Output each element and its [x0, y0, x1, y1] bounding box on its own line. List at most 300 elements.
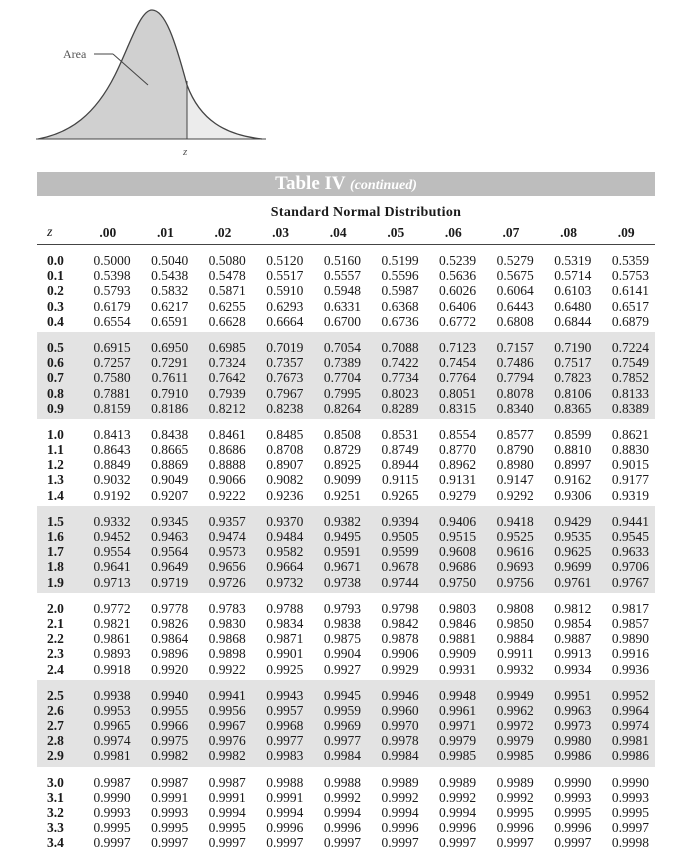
table-row [37, 544, 655, 559]
probability-cell: 0.9616 [496, 544, 534, 560]
probability-cell: 0.9772 [93, 600, 131, 616]
probability-cell: 0.9988 [323, 774, 361, 790]
table-row [37, 559, 655, 574]
probability-cell: 0.8485 [266, 426, 304, 442]
probability-cell: 0.7580 [93, 370, 131, 386]
probability-cell: 0.7794 [496, 370, 534, 386]
row-group [37, 245, 655, 332]
probability-cell: 0.9940 [151, 687, 189, 703]
probability-cell: 0.9997 [554, 835, 592, 851]
table-row [37, 457, 655, 472]
probability-cell: 0.9793 [323, 600, 361, 616]
standard-normal-table [37, 196, 655, 854]
probability-cell: 0.8340 [496, 400, 534, 416]
table-subtitle: Standard Normal Distribution [270, 205, 462, 220]
row-group [37, 767, 655, 854]
probability-cell: 0.9992 [323, 789, 361, 805]
probability-cell: 0.8621 [611, 426, 649, 442]
probability-cell: 0.8749 [381, 442, 419, 458]
probability-cell: 0.9693 [496, 559, 534, 575]
probability-cell: 0.9987 [151, 774, 189, 790]
probability-cell: 0.9963 [554, 702, 592, 718]
probability-cell: 0.5120 [266, 253, 304, 268]
probability-cell: 0.9959 [323, 702, 361, 718]
probability-cell: 0.9066 [208, 472, 246, 488]
probability-cell: 0.9554 [93, 544, 131, 560]
probability-cell: 0.5080 [208, 253, 246, 268]
probability-cell: 0.9817 [611, 600, 649, 616]
probability-cell: 0.5398 [93, 268, 131, 284]
probability-cell: 0.9406 [439, 513, 477, 529]
probability-cell: 0.9633 [611, 544, 649, 560]
probability-cell: 0.9971 [439, 718, 477, 734]
probability-cell: 0.9998 [611, 835, 649, 851]
probability-cell: 0.8790 [496, 442, 534, 458]
probability-cell: 0.9292 [496, 487, 534, 503]
column-header: .01 [156, 225, 174, 240]
probability-cell: 0.6406 [439, 298, 477, 314]
probability-cell: 0.9798 [381, 600, 419, 616]
probability-cell: 0.9997 [496, 835, 534, 851]
probability-cell: 0.6772 [439, 313, 477, 329]
probability-cell: 0.9893 [93, 646, 131, 662]
probability-cell: 0.9861 [93, 631, 131, 647]
z-value: 3.3 [47, 820, 64, 836]
table-row [37, 401, 655, 416]
probability-cell: 0.6026 [439, 283, 477, 299]
z-value: 2.0 [47, 600, 64, 616]
z-value: 0.0 [47, 253, 64, 268]
probability-cell: 0.9656 [208, 559, 246, 575]
table-row [37, 340, 655, 355]
probability-cell: 0.9719 [151, 574, 189, 590]
probability-cell: 0.9913 [554, 646, 592, 662]
probability-cell: 0.9599 [381, 544, 419, 560]
probability-cell: 0.9418 [496, 513, 534, 529]
probability-cell: 0.8643 [93, 442, 131, 458]
probability-cell: 0.9991 [208, 789, 246, 805]
probability-cell: 0.9564 [151, 544, 189, 560]
probability-cell: 0.9898 [208, 646, 246, 662]
z-value: 0.2 [47, 283, 64, 299]
probability-cell: 0.7157 [496, 339, 534, 355]
probability-cell: 0.9991 [266, 789, 304, 805]
z-value: 0.7 [47, 370, 64, 386]
probability-cell: 0.8686 [208, 442, 246, 458]
probability-cell: 0.8264 [323, 400, 361, 416]
probability-cell: 0.8413 [93, 426, 131, 442]
probability-cell: 0.8849 [93, 457, 131, 473]
probability-cell: 0.6879 [611, 313, 649, 329]
probability-cell: 0.6064 [496, 283, 534, 299]
probability-cell: 0.9997 [381, 835, 419, 851]
probability-cell: 0.9495 [323, 529, 361, 544]
table-row [37, 748, 655, 763]
table-row [37, 835, 655, 850]
probability-cell: 0.8365 [554, 400, 592, 416]
probability-cell: 0.9989 [496, 774, 534, 790]
probability-cell: 0.8238 [266, 400, 304, 416]
probability-cell: 0.9441 [611, 513, 649, 529]
probability-cell: 0.9131 [439, 472, 477, 488]
probability-cell: 0.9951 [554, 687, 592, 703]
z-value: 0.3 [47, 298, 64, 314]
probability-cell: 0.9996 [439, 820, 477, 836]
z-value: 1.4 [47, 487, 64, 503]
probability-cell: 0.9846 [439, 615, 477, 631]
probability-cell: 0.9505 [381, 529, 419, 544]
tail-area [187, 85, 262, 139]
probability-cell: 0.9994 [439, 805, 477, 820]
probability-cell: 0.6915 [93, 339, 131, 355]
probability-cell: 0.9890 [611, 631, 649, 647]
probability-cell: 0.8159 [93, 400, 131, 416]
probability-cell: 0.9943 [266, 687, 304, 703]
z-value: 2.4 [47, 661, 64, 677]
probability-cell: 0.9545 [611, 529, 649, 544]
probability-cell: 0.9756 [496, 574, 534, 590]
probability-cell: 0.9979 [439, 733, 477, 749]
probability-cell: 0.6331 [323, 298, 361, 314]
table-row [37, 386, 655, 401]
probability-cell: 0.9582 [266, 544, 304, 560]
probability-cell: 0.9996 [381, 820, 419, 836]
column-header: .04 [329, 225, 347, 240]
probability-cell: 0.7389 [323, 355, 361, 371]
probability-cell: 0.6443 [496, 298, 534, 314]
probability-cell: 0.8508 [323, 426, 361, 442]
table-row [37, 718, 655, 733]
probability-cell: 0.5832 [151, 283, 189, 299]
probability-cell: 0.9976 [208, 733, 246, 749]
probability-cell: 0.8133 [611, 385, 649, 401]
column-header: .06 [444, 225, 462, 240]
table-row [37, 790, 655, 805]
probability-cell: 0.9875 [323, 631, 361, 647]
probability-cell: 0.9573 [208, 544, 246, 560]
probability-cell: 0.9984 [381, 748, 419, 764]
probability-cell: 0.5987 [381, 283, 419, 299]
probability-cell: 0.9864 [151, 631, 189, 647]
probability-cell: 0.9744 [381, 574, 419, 590]
probability-cell: 0.9909 [439, 646, 477, 662]
probability-cell: 0.9965 [93, 718, 131, 734]
probability-cell: 0.7673 [266, 370, 304, 386]
z-value: 1.6 [47, 529, 64, 544]
probability-cell: 0.9993 [93, 805, 131, 820]
probability-cell: 0.9664 [266, 559, 304, 575]
probability-cell: 0.8289 [381, 400, 419, 416]
probability-cell: 0.9966 [151, 718, 189, 734]
probability-cell: 0.9995 [611, 805, 649, 820]
probability-cell: 0.9973 [554, 718, 592, 734]
table-row [37, 283, 655, 298]
probability-cell: 0.9934 [554, 661, 592, 677]
probability-cell: 0.9986 [611, 748, 649, 764]
probability-cell: 0.9996 [496, 820, 534, 836]
row-group [37, 593, 655, 680]
probability-cell: 0.9265 [381, 487, 419, 503]
probability-cell: 0.9952 [611, 687, 649, 703]
probability-cell: 0.9429 [554, 513, 592, 529]
probability-cell: 0.9382 [323, 513, 361, 529]
probability-cell: 0.9207 [151, 487, 189, 503]
probability-cell: 0.9995 [151, 820, 189, 836]
probability-cell: 0.9948 [439, 687, 477, 703]
probability-cell: 0.8729 [323, 442, 361, 458]
probability-cell: 0.9931 [439, 661, 477, 677]
probability-cell: 0.6293 [266, 298, 304, 314]
probability-cell: 0.9699 [554, 559, 592, 575]
probability-cell: 0.8461 [208, 426, 246, 442]
table-row [37, 733, 655, 748]
probability-cell: 0.7190 [554, 339, 592, 355]
probability-cell: 0.6103 [554, 283, 592, 299]
probability-cell: 0.9994 [323, 805, 361, 820]
probability-cell: 0.9525 [496, 529, 534, 544]
probability-cell: 0.9992 [496, 789, 534, 805]
probability-cell: 0.9979 [496, 733, 534, 749]
column-header: .00 [99, 225, 117, 240]
probability-cell: 0.9082 [266, 472, 304, 488]
probability-cell: 0.8577 [496, 426, 534, 442]
z-value: 0.5 [47, 339, 64, 355]
probability-cell: 0.9997 [611, 820, 649, 836]
probability-cell: 0.8186 [151, 400, 189, 416]
shaded-area [38, 10, 187, 139]
probability-cell: 0.9989 [439, 774, 477, 790]
probability-cell: 0.9957 [266, 702, 304, 718]
probability-cell: 0.9857 [611, 615, 649, 631]
z-value: 1.9 [47, 574, 64, 590]
probability-cell: 0.9726 [208, 574, 246, 590]
probability-cell: 0.9996 [266, 820, 304, 836]
probability-cell: 0.9996 [554, 820, 592, 836]
probability-cell: 0.9732 [266, 574, 304, 590]
probability-cell: 0.9994 [381, 805, 419, 820]
probability-cell: 0.7486 [496, 355, 534, 371]
probability-cell: 0.9515 [439, 529, 477, 544]
probability-cell: 0.9980 [554, 733, 592, 749]
probability-cell: 0.7764 [439, 370, 477, 386]
probability-cell: 0.9901 [266, 646, 304, 662]
probability-cell: 0.7422 [381, 355, 419, 371]
probability-cell: 0.9995 [496, 805, 534, 820]
probability-cell: 0.5000 [93, 253, 131, 268]
probability-cell: 0.7939 [208, 385, 246, 401]
z-value: 3.4 [47, 835, 64, 851]
z-axis-label: z [183, 146, 188, 158]
probability-cell: 0.7967 [266, 385, 304, 401]
probability-cell: 0.9989 [381, 774, 419, 790]
table-row [37, 488, 655, 503]
probability-cell: 0.6950 [151, 339, 189, 355]
table-title [37, 172, 655, 196]
probability-cell: 0.8997 [554, 457, 592, 473]
probability-cell: 0.8315 [439, 400, 477, 416]
table-row [37, 575, 655, 590]
probability-cell: 0.9927 [323, 661, 361, 677]
probability-cell: 0.9967 [208, 718, 246, 734]
probability-cell: 0.9970 [381, 718, 419, 734]
z-value: 1.3 [47, 472, 64, 488]
probability-cell: 0.9868 [208, 631, 246, 647]
normal-curve-figure [30, 5, 270, 165]
column-header: .03 [272, 225, 290, 240]
probability-cell: 0.5675 [496, 268, 534, 284]
probability-cell: 0.5871 [208, 283, 246, 299]
probability-cell: 0.8810 [554, 442, 592, 458]
probability-cell: 0.9987 [208, 774, 246, 790]
probability-cell: 0.7881 [93, 385, 131, 401]
probability-cell: 0.9994 [208, 805, 246, 820]
table-row [37, 805, 655, 820]
probability-cell: 0.9177 [611, 472, 649, 488]
probability-cell: 0.7517 [554, 355, 592, 371]
z-value: 3.2 [47, 805, 64, 820]
probability-cell: 0.7704 [323, 370, 361, 386]
probability-cell: 0.5753 [611, 268, 649, 284]
probability-cell: 0.9916 [611, 646, 649, 662]
z-value: 3.1 [47, 789, 64, 805]
table-row [37, 662, 655, 677]
probability-cell: 0.6179 [93, 298, 131, 314]
table-row [37, 314, 655, 329]
probability-cell: 0.9993 [611, 789, 649, 805]
z-value: 1.7 [47, 544, 64, 560]
probability-cell: 0.9936 [611, 661, 649, 677]
z-value: 0.1 [47, 268, 64, 284]
probability-cell: 0.9319 [611, 487, 649, 503]
probability-cell: 0.9997 [208, 835, 246, 851]
row-group [37, 680, 655, 767]
probability-cell: 0.5517 [266, 268, 304, 284]
probability-cell: 0.8078 [496, 385, 534, 401]
table-row [37, 646, 655, 661]
table-row [37, 514, 655, 529]
probability-cell: 0.7123 [439, 339, 477, 355]
probability-cell: 0.5359 [611, 253, 649, 268]
probability-cell: 0.7611 [151, 370, 189, 386]
probability-cell: 0.9938 [93, 687, 131, 703]
probability-cell: 0.9484 [266, 529, 304, 544]
probability-cell: 0.9370 [266, 513, 304, 529]
probability-cell: 0.9904 [323, 646, 361, 662]
probability-cell: 0.5478 [208, 268, 246, 284]
row-group [37, 506, 655, 593]
probability-cell: 0.9032 [93, 472, 131, 488]
table-row [37, 601, 655, 616]
probability-cell: 0.9826 [151, 615, 189, 631]
column-header: .08 [560, 225, 577, 240]
probability-cell: 0.9962 [496, 702, 534, 718]
probability-cell: 0.9981 [93, 748, 131, 764]
z-value: 2.7 [47, 718, 64, 734]
z-value: 0.9 [47, 400, 64, 416]
probability-cell: 0.9115 [381, 472, 419, 488]
probability-cell: 0.9960 [381, 702, 419, 718]
probability-cell: 0.8925 [323, 457, 361, 473]
probability-cell: 0.9306 [554, 487, 592, 503]
probability-cell: 0.5793 [93, 283, 131, 299]
probability-cell: 0.9956 [208, 702, 246, 718]
probability-cell: 0.7224 [611, 339, 649, 355]
probability-cell: 0.8531 [381, 426, 419, 442]
probability-cell: 0.9881 [439, 631, 477, 647]
column-header: .02 [214, 225, 232, 240]
table-row [37, 529, 655, 544]
table-row [37, 703, 655, 718]
probability-cell: 0.7642 [208, 370, 246, 386]
probability-cell: 0.9993 [151, 805, 189, 820]
probability-cell: 0.9332 [93, 513, 131, 529]
probability-cell: 0.9997 [93, 835, 131, 851]
probability-cell: 0.7852 [611, 370, 649, 386]
table-row [37, 775, 655, 790]
z-value: 3.0 [47, 774, 64, 790]
row-group [37, 332, 655, 419]
probability-cell: 0.9983 [266, 748, 304, 764]
probability-cell: 0.9686 [439, 559, 477, 575]
probability-cell: 0.8023 [381, 385, 419, 401]
probability-cell: 0.8869 [151, 457, 189, 473]
probability-cell: 0.9953 [93, 702, 131, 718]
probability-cell: 0.9985 [439, 748, 477, 764]
probability-cell: 0.9922 [208, 661, 246, 677]
probability-cell: 0.5239 [439, 253, 477, 268]
probability-cell: 0.5319 [554, 253, 592, 268]
probability-cell: 0.6844 [554, 313, 592, 329]
probability-cell: 0.7910 [151, 385, 189, 401]
probability-cell: 0.9474 [208, 529, 246, 544]
probability-cell: 0.5636 [439, 268, 477, 284]
probability-cell: 0.5279 [496, 253, 534, 268]
probability-cell: 0.9838 [323, 615, 361, 631]
column-header: .07 [502, 225, 520, 240]
probability-cell: 0.9911 [497, 646, 534, 662]
table-row [37, 299, 655, 314]
probability-cell: 0.9945 [323, 687, 361, 703]
probability-cell: 0.8907 [266, 457, 304, 473]
table-title-main: Table IV [275, 173, 346, 194]
table-row [37, 820, 655, 835]
probability-cell: 0.9995 [208, 820, 246, 836]
probability-cell: 0.9992 [439, 789, 477, 805]
z-value: 2.3 [47, 646, 64, 662]
table-row [37, 427, 655, 442]
probability-cell: 0.9750 [439, 574, 477, 590]
probability-cell: 0.9997 [439, 835, 477, 851]
probability-cell: 0.6554 [93, 313, 131, 329]
probability-cell: 0.9162 [554, 472, 592, 488]
probability-cell: 0.7291 [151, 355, 189, 371]
probability-cell: 0.9955 [151, 702, 189, 718]
probability-cell: 0.7324 [208, 355, 246, 371]
probability-cell: 0.9978 [381, 733, 419, 749]
probability-cell: 0.9946 [381, 687, 419, 703]
probability-cell: 0.9969 [323, 718, 361, 734]
z-value: 1.8 [47, 559, 64, 575]
probability-cell: 0.9279 [439, 487, 477, 503]
probability-cell: 0.9991 [151, 789, 189, 805]
probability-cell: 0.5714 [554, 268, 592, 284]
z-value: 1.1 [47, 442, 64, 458]
probability-cell: 0.9977 [323, 733, 361, 749]
probability-cell: 0.9906 [381, 646, 419, 662]
probability-cell: 0.9591 [323, 544, 361, 560]
z-value: 2.2 [47, 631, 64, 647]
probability-cell: 0.7257 [93, 355, 131, 371]
